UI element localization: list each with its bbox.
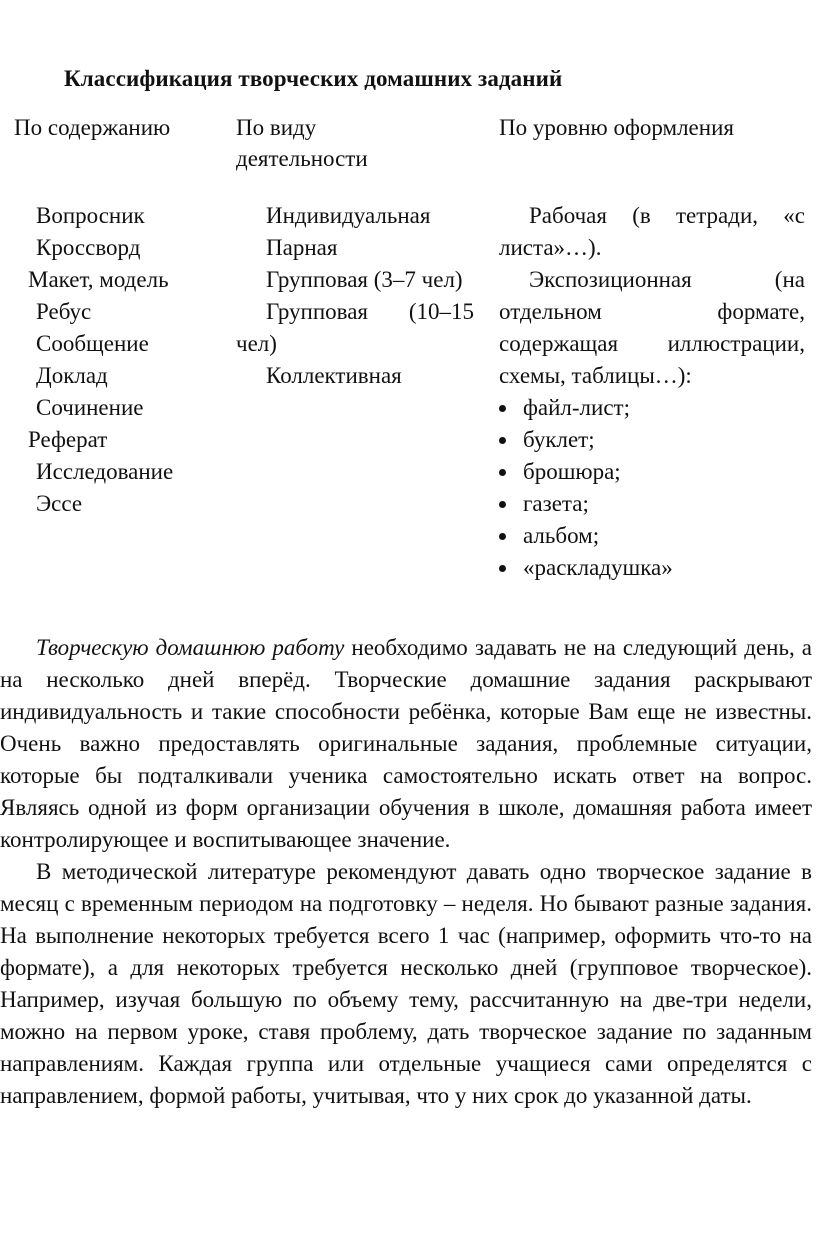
body-text [0,632,812,1112]
bullet-icon [499,469,506,476]
activity-types-list [236,200,474,392]
bullet-icon [499,501,506,508]
design-formats-list [499,392,805,584]
list-item: Исследование [36,459,174,484]
list-item: Групповая (10–15 чел) [236,299,474,356]
list-item: Макет, модель [28,267,169,292]
list-item: газета; [499,488,805,520]
list-item: Ребус [36,299,92,324]
list-item: Сочинение [36,395,144,420]
column-header-activity: По виду деятельности [236,115,368,171]
paragraph: Творческую домашнюю работу необходимо задавать не на следующий день, а на несколько дней вперёд. Творческие домашние задания раскрывают индивидуальность и такие способности ребёнка, которые Вам еще не известны. Очень важно предоставлять оригинальные задания, проблемные ситуации, которые бы подталкивали ученика самостоятельно искать ответ на вопрос. Являясь одной из форм организации обучения в школе, домашняя работа имеет контролирующее и воспитывающее значение. [0,635,812,852]
column-header-content: По содержанию [14,115,171,140]
bullet-icon [499,437,506,444]
list-item: буклет; [499,424,805,456]
list-item: «раскладушка» [499,552,805,584]
list-item: Сообщение [36,331,149,356]
design-working: Рабочая (в тетради, «с листа»…). [499,203,805,260]
list-item: Парная [266,235,338,260]
bullet-icon [499,565,506,572]
list-item: Групповая (3–7 чел) [266,267,463,292]
list-item: Индивидуальная [266,203,431,228]
page-title: Классификация творческих домашних заданий [64,66,563,91]
list-item: Коллективная [266,363,402,388]
paragraph: В методической литературе рекомендуют давать одно творческое задание в месяц с временным периодом на подготовку – неделя. Но бывают разные задания. На выполнение некоторых требуется всего 1 час (например, оформить что-то на формате), а для некоторых требуется несколько дней (групповое творческое). Например, изучая большую по объему тему, рассчитанную на две-три недели, можно на первом уроке, ставя проблему, дать творческое задание по заданным направлениям. Каждая группа или отдельные учащиеся сами определятся с направлением, формой работы, учитывая, что у них срок до указанной даты. [0,859,812,1108]
list-item: альбом; [499,520,805,552]
column-header-design: По уровню оформления [499,115,734,140]
content-types-list [28,200,226,520]
design-exposition: Экспозиционная (на отдельном формате, содержащая иллюстрации, схемы, таблицы…): [499,267,805,388]
list-item: Кроссворд [36,235,141,260]
design-levels-list [499,200,805,584]
list-item: брошюра; [499,456,805,488]
list-item: Реферат [28,427,108,452]
emphasis: Творческую домашнюю работу [36,635,345,660]
list-item: файл-лист; [499,392,805,424]
list-item: Эссе [36,491,83,516]
list-item: Вопросник [36,203,145,228]
list-item: Доклад [36,363,108,388]
bullet-icon [499,533,506,540]
bullet-icon [499,405,506,412]
